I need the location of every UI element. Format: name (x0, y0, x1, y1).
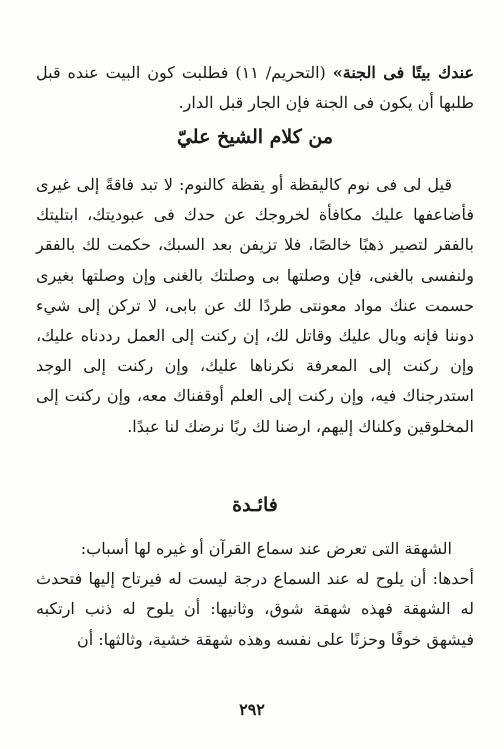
page-number: ٢٩٢ (239, 700, 265, 719)
faida-intro: الشهقة التى تعرض عند سماع القرآن أو غيره لها أسباب: (80, 539, 452, 558)
faida-paragraph (36, 534, 474, 655)
sheikh-ali-paragraph (36, 170, 474, 442)
opening-text (36, 58, 474, 118)
section-heading-sheikh-ali: من كلام الشيخ عليّ (176, 126, 334, 148)
opening-paragraph (36, 58, 474, 118)
quran-quote: عندك بيتًا فى الجنة» (332, 63, 475, 82)
opening-rest: (التحريم/ ١١) فطلبت كون البيت عنده قبل طلبها أن يكون فى الجنة فإن الجار قبل الدار. (36, 63, 474, 113)
sheikh-ali-text: قيل لى فى نوم كاليقظة أو يقظة كالنوم: لا تبد فاقةً إلى غيرى فأضاعفها عليك مكافأة لخروجك عن حدك فى عبوديتك، ابتليتك بالفقر لتصير ذهبًا خالصًا، فلا تزيفن بعد السبك، حكمت لك بالفقر ولنفسى بالغنى، فإن وصلتها بى وصلتك بالغنى وإن وصلتها بغيرى حسمت عنك مواد معونتى طردًا لك عن بابى، لا تركن إلى شيء دوننا فإنه وبال عليك وقاتل لك، إن ركنت إلى العمل رددناه عليك، وإن ركنت إلى المعرفة نكرناها عليك، وإن ركنت إلى الوجد استدرجناك فيه، وإن ركنت إلى العلم أوقفناك معه، وإن ركنت إلى المخلوقين وكلناك إليهم، ارضنا لك ربًا نرضك لنا عبدًا. (36, 175, 474, 436)
section-heading-faida: فائـدة (232, 494, 278, 516)
faida-body: أحدها: أن يلوح له عند السماع درجة ليست له فيرتاح إليها فتحدث له الشهقة فهذه شهقة شوق، وثانيها: أن يلوح له ذنب ارتكبه فيشهق خوفًا وحزنًا على نفسه وهذه شهقة خشية، وثالثها: أن (36, 569, 474, 649)
